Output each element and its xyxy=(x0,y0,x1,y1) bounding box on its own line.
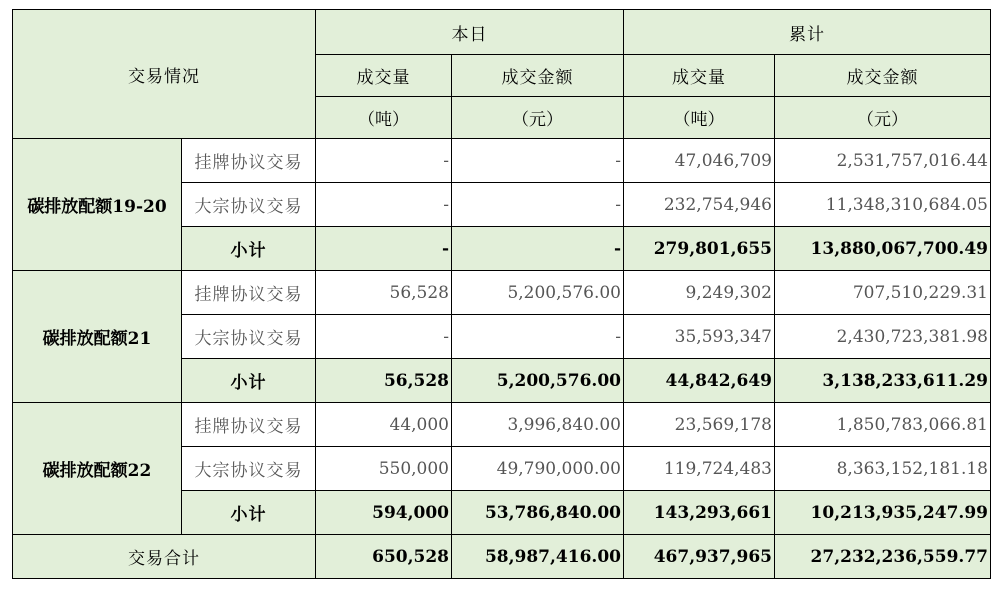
today-amount: - xyxy=(452,183,624,227)
header-today-amount-unit: （元） xyxy=(452,97,624,139)
subtotal-today-volume: 56,528 xyxy=(316,359,452,403)
today-volume: - xyxy=(316,315,452,359)
row-type: 挂牌协议交易 xyxy=(182,271,316,315)
header-cum-amount-unit: （元） xyxy=(775,97,991,139)
today-amount: 49,790,000.00 xyxy=(452,447,624,491)
total-today-volume: 650,528 xyxy=(316,535,452,579)
subtotal-label: 小计 xyxy=(182,227,316,271)
subtotal-cum-volume: 143,293,661 xyxy=(624,491,775,535)
total-label: 交易合计 xyxy=(13,535,316,579)
row-type: 挂牌协议交易 xyxy=(182,139,316,183)
subtotal-label: 小计 xyxy=(182,491,316,535)
header-today-volume-unit: （吨） xyxy=(316,97,452,139)
cum-amount: 11,348,310,684.05 xyxy=(775,183,991,227)
row-type: 挂牌协议交易 xyxy=(182,403,316,447)
header-cum-volume: 成交量 xyxy=(624,55,775,97)
cum-volume: 232,754,946 xyxy=(624,183,775,227)
today-volume: - xyxy=(316,139,452,183)
cum-amount: 2,531,757,016.44 xyxy=(775,139,991,183)
today-amount: - xyxy=(452,315,624,359)
cum-amount: 1,850,783,066.81 xyxy=(775,403,991,447)
today-volume: 56,528 xyxy=(316,271,452,315)
cum-volume: 119,724,483 xyxy=(624,447,775,491)
subtotal-cum-amount: 10,213,935,247.99 xyxy=(775,491,991,535)
today-volume: 550,000 xyxy=(316,447,452,491)
table-row xyxy=(13,139,991,183)
header-cum-amount: 成交金额 xyxy=(775,55,991,97)
subtotal-label: 小计 xyxy=(182,359,316,403)
table-row xyxy=(13,271,991,315)
subtotal-today-amount: 5,200,576.00 xyxy=(452,359,624,403)
group-name: 碳排放配额22 xyxy=(13,403,182,535)
total-cum-volume: 467,937,965 xyxy=(624,535,775,579)
table-row xyxy=(13,403,991,447)
header-cum-volume-unit: （吨） xyxy=(624,97,775,139)
cum-volume: 23,569,178 xyxy=(624,403,775,447)
subtotal-today-amount: - xyxy=(452,227,624,271)
today-amount: - xyxy=(452,139,624,183)
header-cumulative: 累计 xyxy=(624,10,991,55)
cum-volume: 35,593,347 xyxy=(624,315,775,359)
row-type: 大宗协议交易 xyxy=(182,315,316,359)
today-volume: 44,000 xyxy=(316,403,452,447)
subtotal-today-amount: 53,786,840.00 xyxy=(452,491,624,535)
cum-volume: 47,046,709 xyxy=(624,139,775,183)
total-today-amount: 58,987,416.00 xyxy=(452,535,624,579)
subtotal-cum-volume: 279,801,655 xyxy=(624,227,775,271)
cum-volume: 9,249,302 xyxy=(624,271,775,315)
today-amount: 5,200,576.00 xyxy=(452,271,624,315)
group-name: 碳排放配额19-20 xyxy=(13,139,182,271)
subtotal-today-volume: - xyxy=(316,227,452,271)
subtotal-cum-volume: 44,842,649 xyxy=(624,359,775,403)
subtotal-cum-amount: 3,138,233,611.29 xyxy=(775,359,991,403)
cum-amount: 8,363,152,181.18 xyxy=(775,447,991,491)
subtotal-cum-amount: 13,880,067,700.49 xyxy=(775,227,991,271)
header-trade-info: 交易情况 xyxy=(13,10,316,139)
cum-amount: 2,430,723,381.98 xyxy=(775,315,991,359)
total-cum-amount: 27,232,236,559.77 xyxy=(775,535,991,579)
today-volume: - xyxy=(316,183,452,227)
header-today-amount: 成交金额 xyxy=(452,55,624,97)
cum-amount: 707,510,229.31 xyxy=(775,271,991,315)
row-type: 大宗协议交易 xyxy=(182,447,316,491)
row-type: 大宗协议交易 xyxy=(182,183,316,227)
today-amount: 3,996,840.00 xyxy=(452,403,624,447)
subtotal-today-volume: 594,000 xyxy=(316,491,452,535)
carbon-trading-table xyxy=(12,9,991,579)
header-today-volume: 成交量 xyxy=(316,55,452,97)
total-row xyxy=(13,535,991,579)
header-today: 本日 xyxy=(316,10,624,55)
group-name: 碳排放配额21 xyxy=(13,271,182,403)
